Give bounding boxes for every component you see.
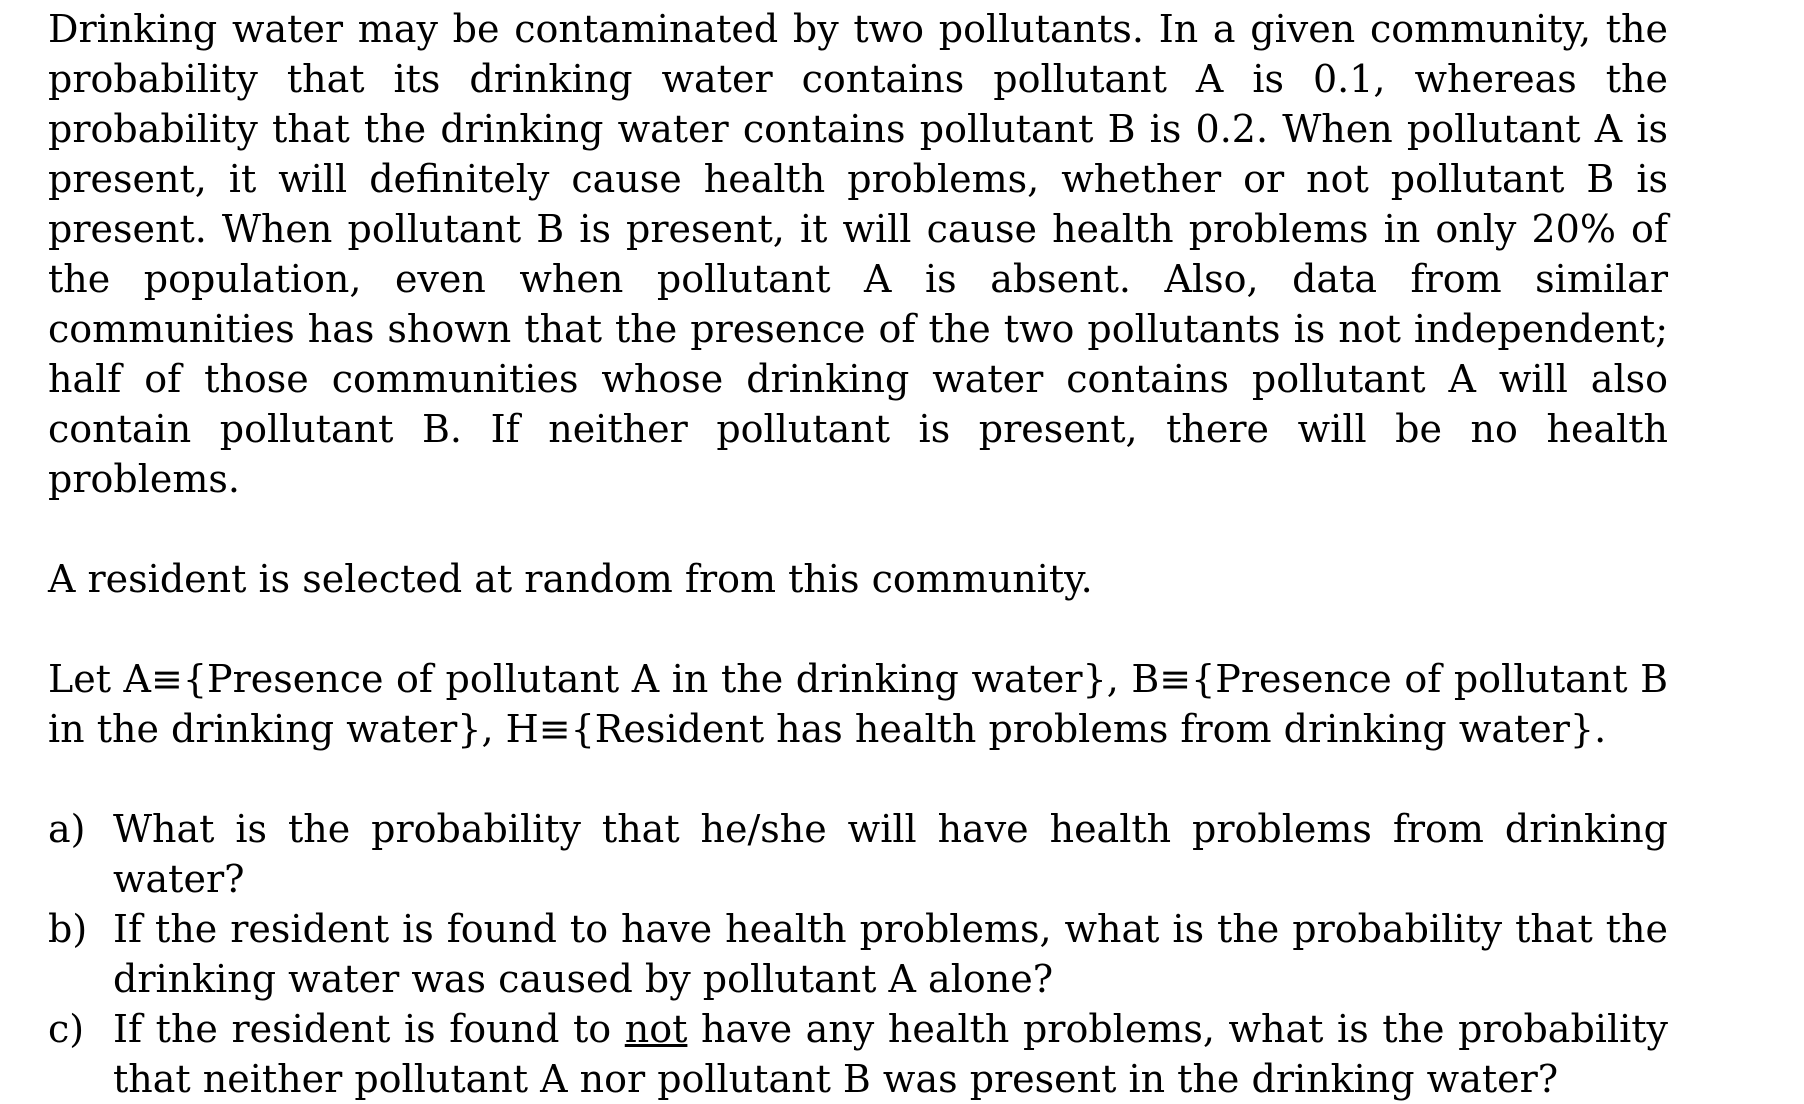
selection-statement: A resident is selected at random from this community. — [48, 557, 1093, 601]
question-a — [48, 804, 1668, 904]
spacer — [48, 754, 1668, 804]
question-marker: b) — [48, 907, 88, 951]
question-marker: c) — [48, 1007, 85, 1051]
event-definitions: Let A≡{Presence of pollutant A in the drinking water}, B≡{Presence of pollutant B in the drinking water}, H≡{Resident has health problems from drinking water}. — [48, 657, 1668, 751]
question-list — [48, 804, 1668, 1104]
question-b — [48, 904, 1668, 1004]
question-c — [48, 1004, 1668, 1104]
problem-document — [48, 4, 1668, 1104]
spacer — [48, 604, 1668, 654]
question-text: If the resident is found to have health problems, what is the probability that the drinking water was caused by pollutant A alone? — [113, 907, 1668, 1001]
question-text: What is the probability that he/she will have health problems from drinking water? — [113, 807, 1668, 901]
question-text-before: If the resident is found to — [113, 1007, 625, 1051]
underlined-word: not — [624, 1007, 688, 1051]
spacer — [48, 504, 1668, 554]
question-marker: a) — [48, 807, 86, 851]
question-text-after: have any health problems, what is the probability that neither pollutant A nor pollutant B was present in the drinking water? — [113, 1007, 1668, 1101]
problem-intro: Drinking water may be contaminated by two pollutants. In a given community, the probability that its drinking water contains pollutant A is 0.1, whereas the probability that the drinking water contains pollutant B is 0.2. When pollutant A is present, it will definitely cause health problems, whether or not pollutant B is present. When pollutant B is present, it will cause health problems in only 20% of the population, even when pollutant A is absent. Also, data from similar communities has shown that the presence of the two pollutants is not independent; half of those communities whose drinking water contains pollutant A will also contain pollutant B. If neither pollutant is present, there will be no health problems. — [48, 7, 1668, 501]
